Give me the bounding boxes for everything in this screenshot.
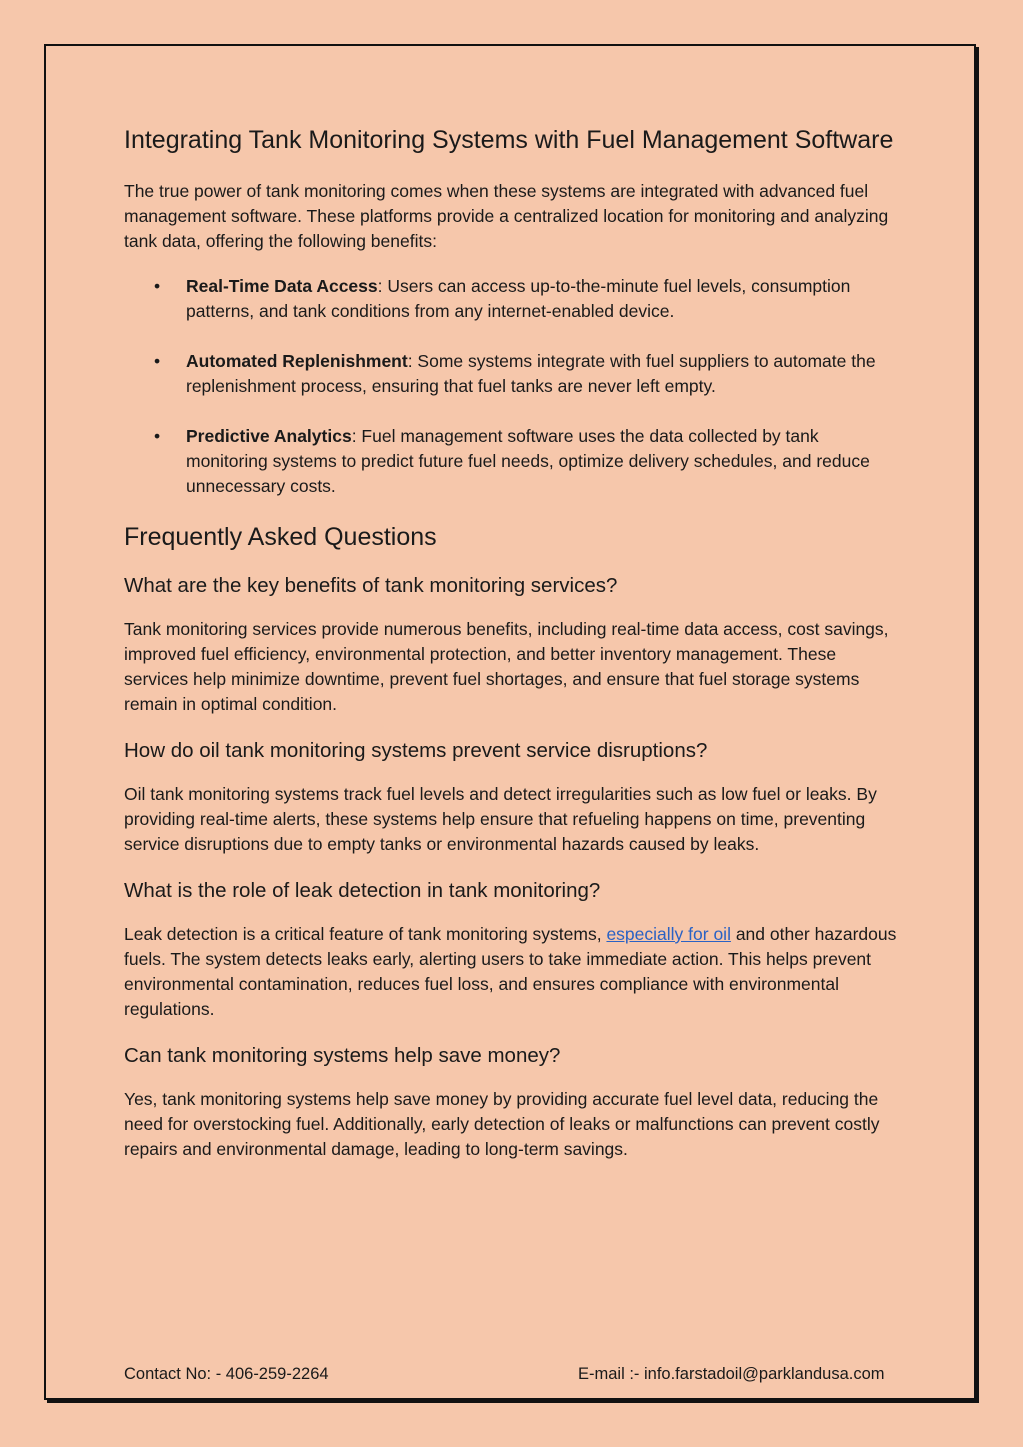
faq-answer: Tank monitoring services provide numerous benefits, including real-time data access, cost savings, improved fuel efficiency, environmental protection, and better inventory management. These services help minimize downtime, prevent fuel shortages, and ensure that fuel storage systems remain in optimal condition. (124, 619, 889, 714)
footer-email: E-mail :- info.farstadoil@parklandusa.com (578, 1365, 885, 1383)
bullet-icon: • (154, 351, 161, 371)
faq-answer-part: Leak detection is a critical feature of tank monitoring systems, (124, 924, 607, 944)
footer-contact: Contact No: - 406-259-2264 (124, 1365, 329, 1383)
faq-answer: Yes, tank monitoring systems help save money by providing accurate fuel level data, reducing the need for overstocking fuel. Additionally, early detection of leaks or malfunctions can prevent costly repairs and environmental damage, leading to long-term savings. (124, 1089, 880, 1159)
faq-answer (124, 922, 904, 1022)
faq-question: Can tank monitoring systems help save money? (124, 1044, 561, 1067)
benefit-term: Predictive Analytics (186, 426, 352, 446)
benefit-term: Real-Time Data Access (186, 276, 378, 296)
list-item (154, 274, 904, 324)
benefit-term: Automated Replenishment (186, 351, 408, 371)
benefit-text: : Fuel management software uses the data collected by tank monitoring systems to predict future fuel needs, optimize delivery schedules, and reduce unnecessary costs. (186, 426, 870, 496)
faq-question: How do oil tank monitoring systems prevent service disruptions? (124, 739, 708, 762)
section-intro: The true power of tank monitoring comes when these systems are integrated with advanced fuel management software. These platforms provide a centralized location for monitoring and analyzing tank data, offering the following benefits: (124, 181, 889, 251)
benefit-text: : Some systems integrate with fuel suppliers to automate the replenishment process, ensuring that fuel tanks are never left empty. (186, 351, 876, 396)
faq-question: What is the role of leak detection in tank monitoring? (124, 879, 601, 902)
faq-answer: Oil tank monitoring systems track fuel levels and detect irregularities such as low fuel or leaks. By providing real-time alerts, these systems help ensure that refueling happens on time, preventing service disruptions due to empty tanks or environmental hazards caused by leaks. (124, 784, 877, 854)
benefits-list (124, 274, 904, 499)
faq-answer-part: and other hazardous fuels. The system detects leaks early, alerting users to take immediate action. This helps prevent environmental contamination, reduces fuel loss, and ensures compliance with environmental regulations. (124, 924, 897, 1019)
list-item (154, 349, 904, 399)
bullet-icon: • (154, 426, 161, 446)
faq-question: What are the key benefits of tank monitoring services? (124, 574, 618, 597)
faq-title: Frequently Asked Questions (124, 523, 437, 551)
bullet-icon: • (154, 276, 161, 296)
list-item (154, 424, 904, 499)
benefit-text: : Users can access up-to-the-minute fuel levels, consumption patterns, and tank conditions from any internet-enabled device. (186, 276, 851, 321)
especially-for-oil-link[interactable]: especially for oil (606, 924, 731, 944)
section-title: Integrating Tank Monitoring Systems with Fuel Management Software (124, 126, 894, 154)
document-content (124, 124, 904, 1182)
